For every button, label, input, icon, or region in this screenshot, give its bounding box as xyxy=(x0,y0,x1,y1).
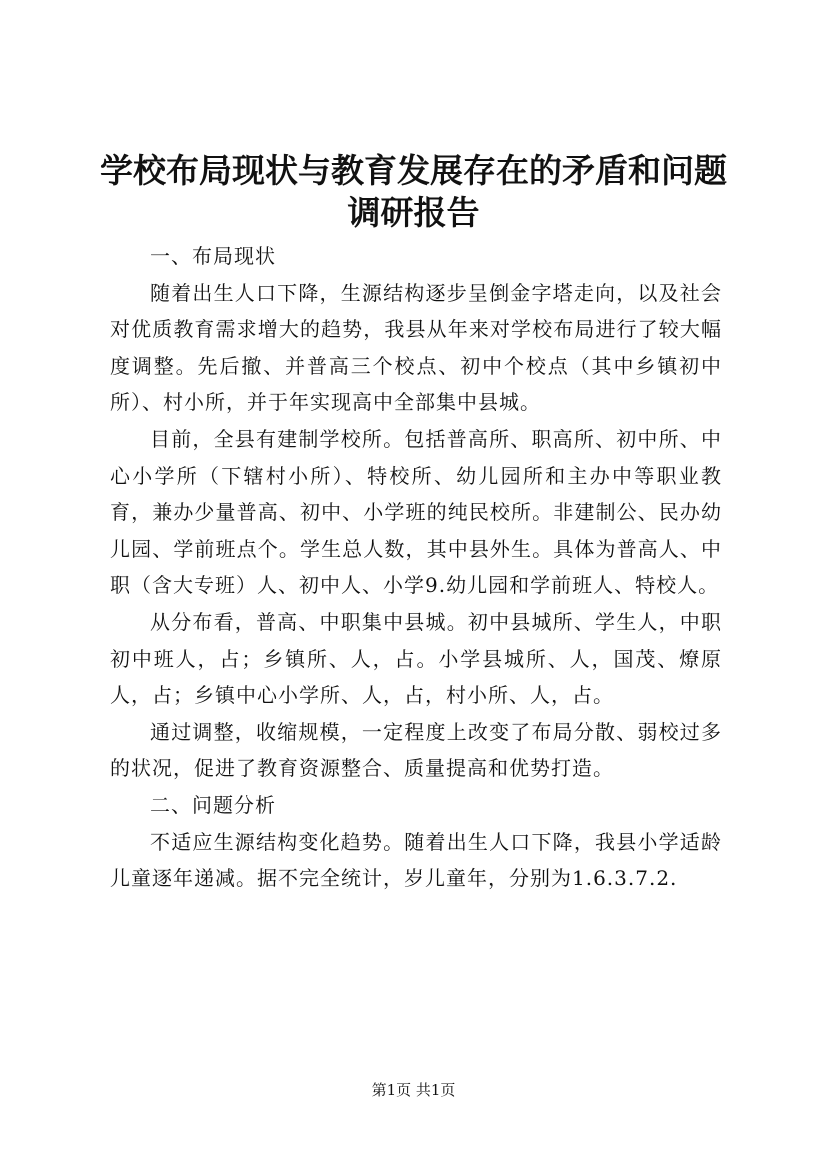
page-number-footer: 第1页 共1页 xyxy=(371,1081,456,1099)
paragraph-enrollment-trend: 不适应生源结构变化趋势。随着出生人口下降，我县小学适龄儿童逐年递减。据不完全统计，岁儿童年，分别为1.6.3.7.2. xyxy=(110,829,722,891)
paragraph-adjustment-history: 随着出生人口下降，生源结构逐步呈倒金字塔走向，以及社会对优质教育需求增大的趋势，我县从年来对学校布局进行了较大幅度调整。先后撤、并普高三个校点、初中个校点（其中乡镇初中所）、村小所，并于年实现高中全部集中县城。 xyxy=(110,280,722,415)
section-heading-layout: 一、布局现状 xyxy=(150,244,276,268)
paragraph-distribution: 从分布看，普高、中职集中县城。初中县城所、学生人，中职初中班人，占；乡镇所、人，占。小学县城所、人，国茂、燎原人，占；乡镇中心小学所、人，占，村小所、人，占。 xyxy=(110,609,722,708)
section-heading-problems: 二、问题分析 xyxy=(150,792,276,817)
paragraph-adjustment-effect: 通过调整，收缩规模，一定程度上改变了布局分散、弱校过多的状况，促进了教育资源整合、质量提高和优势打造。 xyxy=(110,719,722,781)
document-body xyxy=(110,238,722,897)
document-title: 学校布局现状与教育发展存在的矛盾和问题调研报告 xyxy=(100,151,727,232)
paragraph-current-schools: 目前，全县有建制学校所。包括普高所、职高所、初中所、中心小学所（下辖村小所）、特校所、幼儿园所和主办中等职业教育，兼办少量普高、初中、小学班的纯民校所。非建制公、民办幼儿园、学前班点个。学生总人数，其中县外生。具体为普高人、中职（含大专班）人、初中人、小学9.幼儿园和学前班人、特校人。 xyxy=(110,426,722,598)
